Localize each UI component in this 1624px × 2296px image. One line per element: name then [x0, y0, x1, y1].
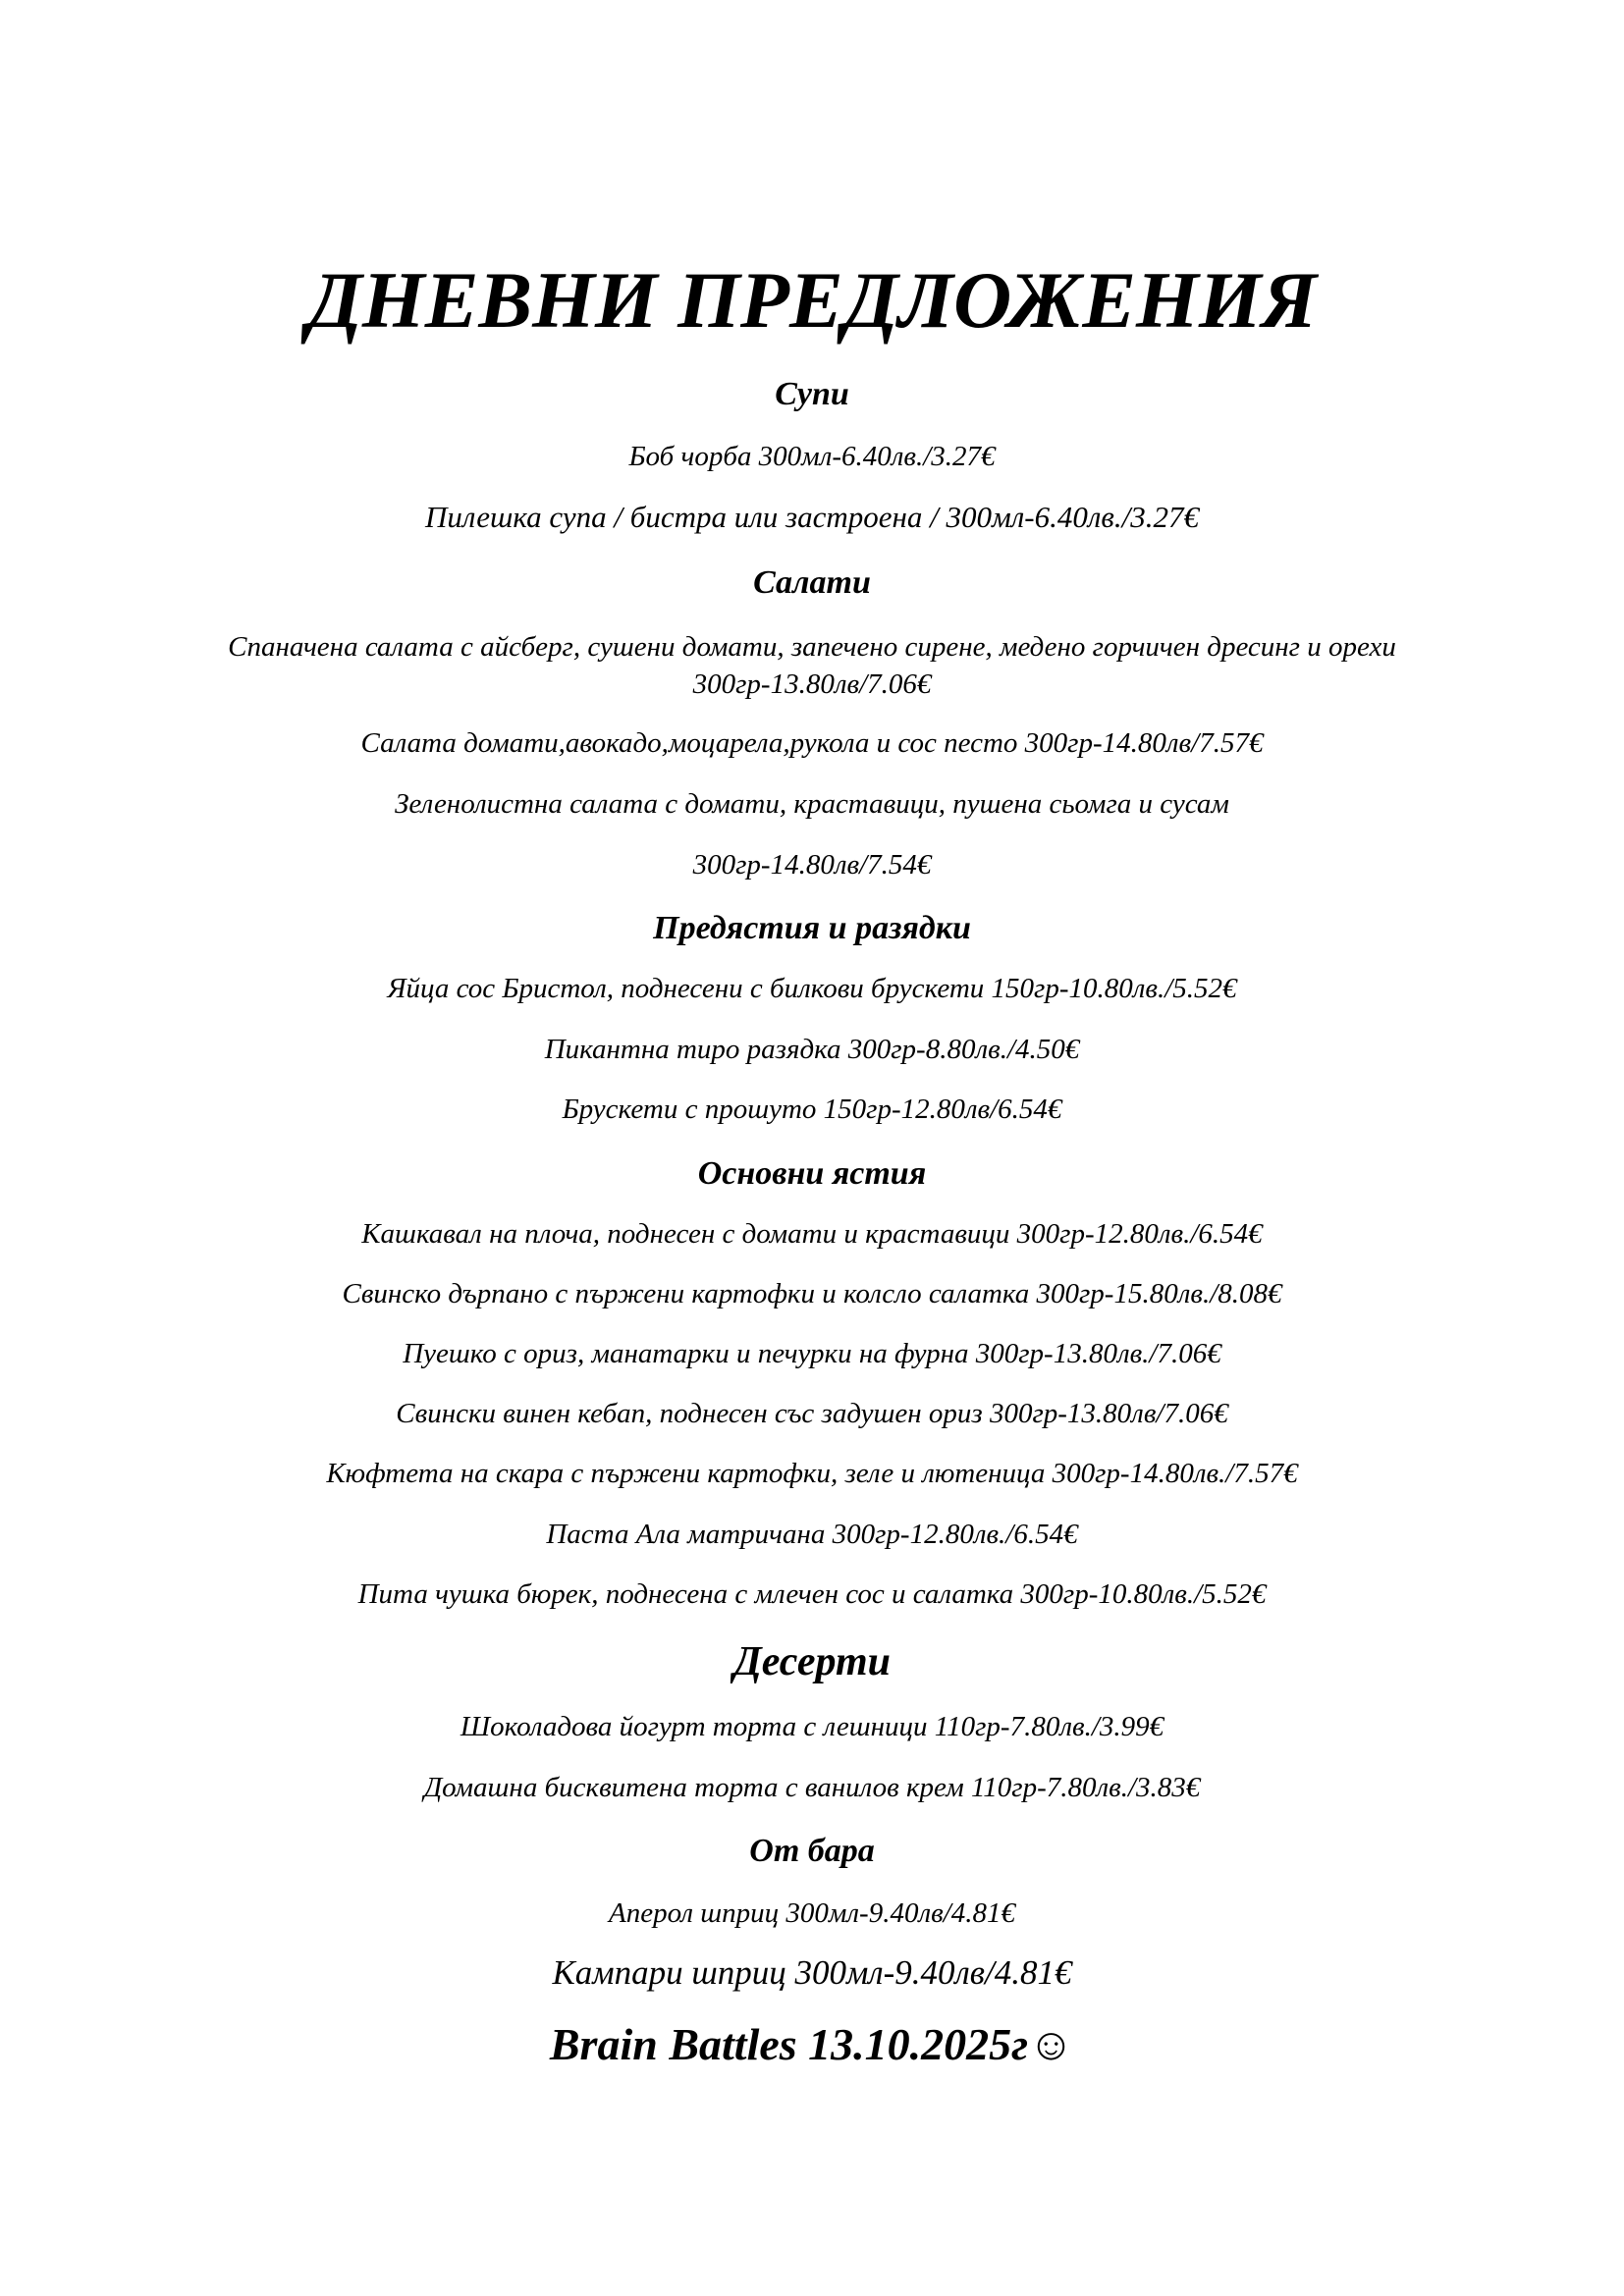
section-heading-main-dishes: Основни ястия	[697, 1155, 927, 1192]
section-heading-appetizers: Предястия и разядки	[653, 910, 971, 946]
menu-item: Салата домати,авокадо,моцарела,рукола и сос песто 300гр-14.80лв/7.57€	[360, 727, 1264, 759]
menu-item: Свинско дърпано с пържени картофки и колсло салатка 300гр-15.80лв./8.08€	[342, 1278, 1282, 1309]
menu-item: Кюфтета на скара с пържени картофки, зеле и лютеница 300гр-14.80лв./7.57€	[326, 1458, 1298, 1489]
menu-item: Паста Ала матричана 300гр-12.80лв./6.54€	[546, 1519, 1078, 1550]
menu-item: Пита чушка бюрек, поднесена с млечен сос и салатка 300гр-10.80лв./5.52€	[357, 1578, 1267, 1610]
section-heading-salads: Салати	[753, 564, 871, 601]
page-title: ДНЕВНИ ПРЕДЛОЖЕНИЯ	[306, 255, 1318, 345]
section-heading-bar: От бара	[749, 1833, 875, 1869]
section-heading-desserts: Десерти	[733, 1639, 891, 1684]
menu-item: Спаначена салата с айсберг, сушени домати, запечено сирене, медено горчичен дресинг и орехи 300гр-13.80лв/7.06€	[228, 631, 1396, 700]
menu-item: Кампари шприц 300мл-9.40лв/4.81€	[552, 1953, 1072, 1992]
menu-item: Яйца сос Бристол, поднесени с билкови брускети 150гр-10.80лв./5.52€	[387, 973, 1237, 1004]
menu-item: 300гр-14.80лв/7.54€	[692, 849, 932, 881]
menu-item: Свински винен кебап, поднесен със задушен ориз 300гр-13.80лв/7.06€	[396, 1398, 1228, 1429]
section-heading-soups: Супи	[775, 376, 849, 412]
menu-item: Пилешка супа / бистра или застроена / 300мл-6.40лв./3.27€	[425, 500, 1199, 534]
menu-item: Боб чорба 300мл-6.40лв./3.27€	[628, 441, 996, 472]
menu-item: Пикантна тиро разядка 300гр-8.80лв./4.50€	[544, 1034, 1080, 1065]
menu-item: Брускети с прошуто 150гр-12.80лв/6.54€	[562, 1094, 1062, 1125]
menu-item: Зеленолистна салата с домати, краставици, пушена сьомга и сусам	[395, 788, 1229, 820]
footer-event-date: Brain Battles 13.10.2025г☺	[549, 2019, 1075, 2069]
menu-item: Шоколадова йогурт торта с лешници 110гр-7.80лв./3.99€	[460, 1711, 1164, 1742]
menu-item: Пуешко с ориз, манатарки и печурки на фурна 300гр-13.80лв./7.06€	[403, 1338, 1221, 1369]
menu-item: Аперол шприц 300мл-9.40лв/4.81€	[608, 1897, 1015, 1929]
menu-item: Домашна бисквитена торта с ванилов крем 110гр-7.80лв./3.83€	[423, 1772, 1201, 1803]
menu-item: Кашкавал на плоча, поднесен с домати и краставици 300гр-12.80лв./6.54€	[361, 1218, 1263, 1250]
